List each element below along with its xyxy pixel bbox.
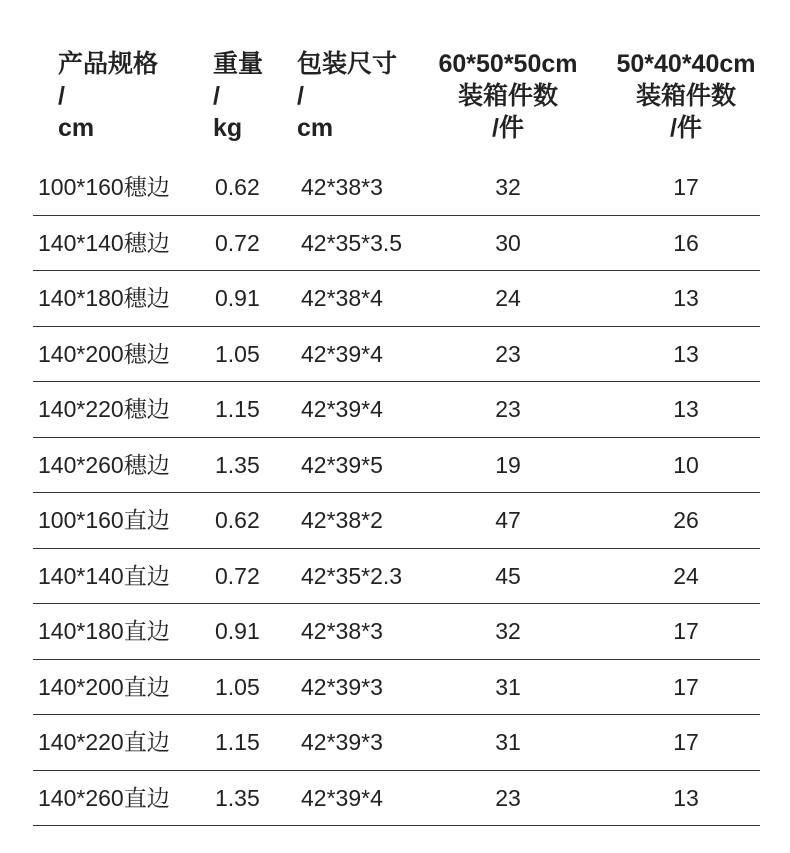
header-package-line: cm	[297, 114, 334, 142]
header-weight-line: 重量	[213, 50, 264, 78]
header-spec-line: /	[58, 82, 65, 110]
cell-spec: 140*220穗边	[38, 396, 170, 422]
cell-box-b: 24	[673, 562, 699, 589]
cell-box-a: 32	[495, 174, 521, 200]
cell-box-a: 32	[495, 618, 521, 644]
cell-weight: 1.35	[215, 784, 260, 811]
header-spec-line: cm	[58, 114, 95, 142]
cell-box-b: 13	[673, 784, 699, 811]
cell-spec: 140*140穗边	[38, 229, 170, 256]
cell-weight: 1.05	[215, 340, 260, 367]
header-box-a	[430, 48, 586, 144]
table-row	[0, 438, 790, 494]
cell-box-b: 17	[673, 174, 699, 200]
cell-box-b: 13	[673, 340, 699, 367]
cell-spec: 140*200穗边	[38, 340, 170, 367]
cell-box-a: 30	[495, 229, 521, 256]
cell-box-a: 23	[495, 396, 521, 422]
table-row	[0, 715, 790, 771]
header-package-line: 包装尺寸	[297, 50, 398, 78]
table-row	[0, 327, 790, 383]
cell-weight: 0.91	[215, 618, 260, 644]
cell-box-a: 31	[495, 673, 521, 700]
cell-package: 42*38*2	[301, 507, 383, 533]
table-row	[0, 160, 790, 216]
cell-weight: 0.72	[215, 229, 260, 256]
cell-spec: 140*220直边	[38, 729, 170, 755]
header-package	[297, 48, 397, 144]
cell-box-a: 23	[495, 340, 521, 367]
table-row	[0, 549, 790, 605]
header-spec	[58, 48, 158, 144]
cell-weight: 1.05	[215, 673, 260, 700]
cell-weight: 1.35	[215, 451, 260, 478]
cell-box-b: 17	[673, 618, 699, 644]
header-box-b-line: /件	[670, 114, 702, 142]
cell-spec: 140*200直边	[38, 673, 170, 700]
cell-spec: 100*160穗边	[38, 174, 170, 200]
cell-spec: 140*180穗边	[38, 285, 170, 311]
cell-package: 42*39*4	[301, 784, 383, 811]
cell-package: 42*39*3	[301, 673, 383, 700]
cell-package: 42*35*2.3	[301, 562, 403, 589]
cell-box-b: 13	[673, 396, 699, 422]
header-weight	[213, 48, 263, 144]
cell-box-b: 17	[673, 673, 699, 700]
header-box-a-line: 装箱件数	[457, 82, 558, 110]
cell-box-b: 16	[673, 229, 699, 256]
row-divider	[33, 825, 760, 826]
header-spec-line: 产品规格	[58, 50, 159, 78]
cell-weight: 1.15	[215, 729, 260, 755]
table-row	[0, 604, 790, 660]
table-row	[0, 660, 790, 716]
cell-spec: 140*140直边	[38, 562, 170, 589]
table-header	[0, 48, 790, 148]
cell-box-b: 13	[673, 285, 699, 311]
header-weight-line: kg	[213, 114, 243, 142]
cell-box-b: 17	[673, 729, 699, 755]
cell-weight: 0.62	[215, 174, 260, 200]
cell-weight: 1.15	[215, 396, 260, 422]
cell-package: 42*35*3.5	[301, 229, 403, 256]
cell-package: 42*38*3	[301, 174, 383, 200]
cell-package: 42*38*3	[301, 618, 383, 644]
cell-spec: 100*160直边	[38, 507, 170, 533]
cell-spec: 140*180直边	[38, 618, 170, 644]
cell-package: 42*39*4	[301, 396, 383, 422]
cell-weight: 0.62	[215, 507, 260, 533]
header-box-a-line: /件	[492, 114, 524, 142]
header-box-a-line: 60*50*50cm	[438, 50, 578, 78]
header-box-b-line: 装箱件数	[635, 82, 736, 110]
cell-package: 42*39*4	[301, 340, 383, 367]
cell-box-b: 10	[673, 451, 699, 478]
cell-box-b: 26	[673, 507, 699, 533]
table-row	[0, 382, 790, 438]
table-row	[0, 271, 790, 327]
table-row	[0, 216, 790, 272]
table-row	[0, 493, 790, 549]
cell-box-a: 19	[495, 451, 521, 478]
header-weight-line: /	[213, 82, 220, 110]
cell-weight: 0.91	[215, 285, 260, 311]
cell-package: 42*38*4	[301, 285, 383, 311]
header-box-b-line: 50*40*40cm	[616, 50, 756, 78]
cell-box-a: 31	[495, 729, 521, 755]
cell-package: 42*39*5	[301, 451, 383, 478]
header-package-line: /	[297, 82, 304, 110]
cell-spec: 140*260穗边	[38, 451, 170, 478]
header-box-b	[608, 48, 764, 144]
cell-weight: 0.72	[215, 562, 260, 589]
cell-box-a: 24	[495, 285, 521, 311]
cell-spec: 140*260直边	[38, 784, 170, 811]
cell-box-a: 47	[495, 507, 521, 533]
cell-box-a: 23	[495, 784, 521, 811]
table-row	[0, 771, 790, 827]
cell-package: 42*39*3	[301, 729, 383, 755]
cell-box-a: 45	[495, 562, 521, 589]
